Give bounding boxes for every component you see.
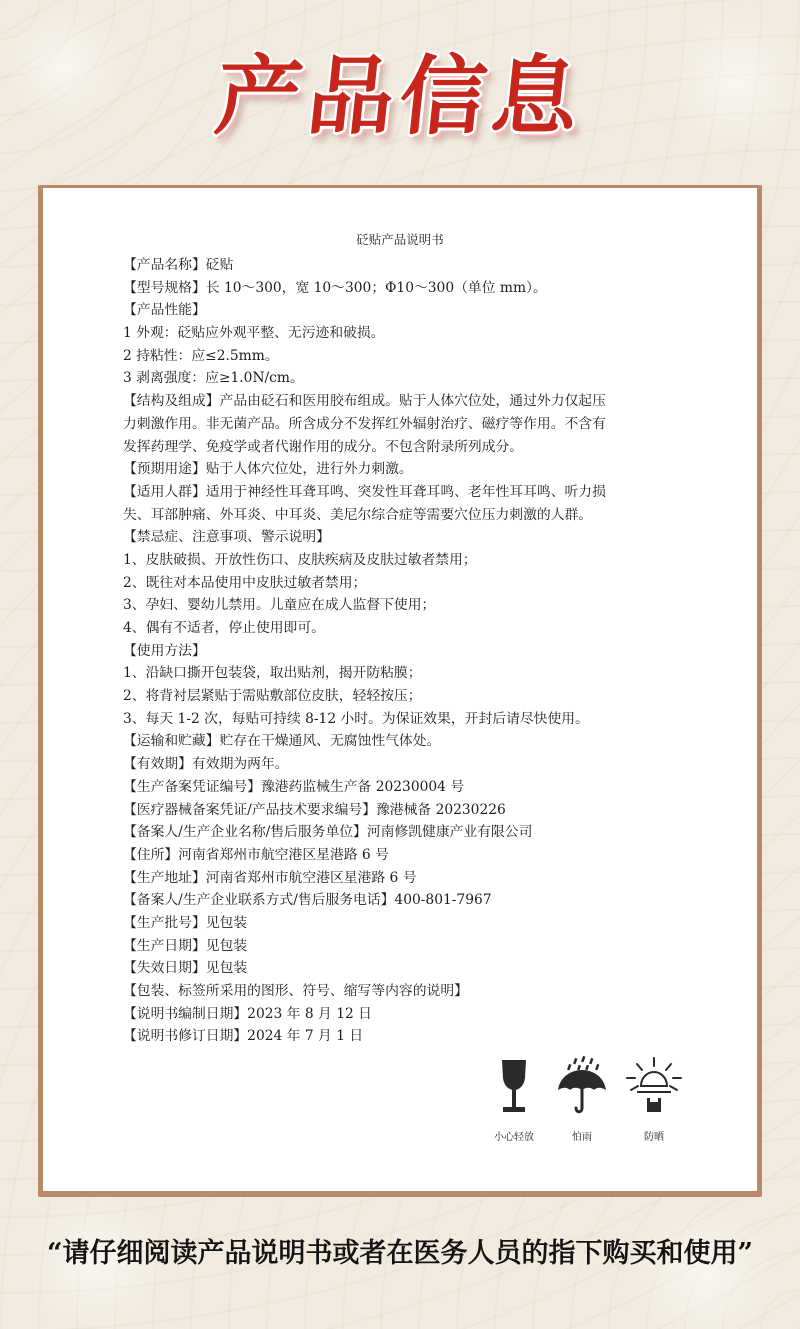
doc-line: 3 剥离强度：应≥1.0N/cm。	[123, 370, 304, 387]
package-symbols	[479, 1056, 689, 1166]
doc-line: 【型号规格】长 10～300，宽 10～300；Φ10～300（单位 mm）。	[123, 279, 547, 296]
symbol-label: 怕雨	[572, 1132, 592, 1143]
doc-line: 【生产地址】河南省郑州市航空港区星港路 6 号	[123, 869, 417, 886]
doc-line: 发挥药理学、免疫学或者代谢作用的成分。不包含附录所列成分。	[123, 438, 524, 455]
page-heading: 产品信息	[210, 47, 590, 147]
doc-line: 【生产备案凭证编号】豫港药监械生产备 20230004 号	[123, 778, 465, 795]
doc-line: 力刺激作用。非无菌产品。所含成分不发挥红外辐射治疗、磁疗等作用。不含有	[123, 415, 606, 432]
doc-line: 3、孕妇、婴幼儿禁用。儿童应在成人监督下使用；	[123, 597, 436, 614]
symbol-keep-dry	[547, 1056, 617, 1144]
document-body	[123, 254, 723, 1048]
doc-line: 【适用人群】适用于神经性耳聋耳鸣、突发性耳聋耳鸣、老年性耳耳鸣、听力损	[123, 483, 606, 500]
umbrella-rain-icon	[547, 1056, 617, 1118]
symbol-fragile	[479, 1056, 549, 1144]
doc-line: 1、皮肤破损、开放性伤口、皮肤疾病及皮肤过敏者禁用；	[123, 551, 477, 568]
doc-line: 1、沿缺口撕开包装袋，取出贴剂，揭开防粘膜；	[123, 665, 422, 682]
doc-line: 2 持粘性：应≤2.5mm。	[123, 347, 279, 364]
fragile-glass-icon	[479, 1056, 549, 1118]
doc-line: 【医疗器械备案凭证/产品技术要求编号】豫港械备 20230226	[123, 801, 506, 818]
doc-line: 3、每天 1-2 次，每贴可持续 8-12 小时。为保证效果，开封后请尽快使用。	[123, 710, 589, 727]
doc-line: 2、将背衬层紧贴于需贴敷部位皮肤，轻轻按压；	[123, 688, 422, 705]
doc-line: 2、既往对本品使用中皮肤过敏者禁用；	[123, 574, 367, 591]
doc-line: 【生产日期】见包装	[123, 937, 248, 954]
doc-line: 【说明书编制日期】2023 年 8 月 12 日	[123, 1005, 372, 1022]
doc-line: 【运输和贮藏】贮存在干燥通风、无腐蚀性气体处。	[123, 733, 441, 750]
doc-line: 【失效日期】见包装	[123, 960, 248, 977]
doc-line: 【预期用途】贴于人体穴位处，进行外力刺激。	[123, 461, 413, 478]
symbol-label: 小心轻放	[494, 1132, 534, 1143]
doc-line: 【使用方法】	[123, 642, 206, 659]
document-title: 砭贴产品说明书	[356, 232, 444, 247]
doc-line: 4、偶有不适者，停止使用即可。	[123, 620, 325, 636]
doc-line: 【备案人/生产企业联系方式/售后服务电话】400-801-7967	[123, 892, 492, 909]
symbol-label: 防晒	[644, 1132, 664, 1143]
doc-line: 【住所】河南省郑州市航空港区星港路 6 号	[123, 846, 389, 863]
doc-line: 【生产批号】见包装	[123, 914, 248, 931]
doc-line: 【禁忌症、注意事项、警示说明】	[123, 529, 330, 546]
document-card	[43, 188, 757, 1191]
doc-line: 【产品性能】	[123, 302, 206, 319]
footer-note: “请仔细阅读产品说明书或者在医务人员的指下购买和使用”	[46, 1238, 754, 1269]
symbol-sun-protect	[619, 1056, 689, 1144]
doc-line: 【备案人/生产企业名称/售后服务单位】河南修凯健康产业有限公司	[123, 824, 533, 841]
doc-line: 【包装、标签所采用的图形、符号、缩写等内容的说明】	[123, 983, 468, 999]
doc-line: 1 外观：砭贴应外观平整、无污迹和破损。	[123, 325, 385, 342]
doc-line: 【有效期】有效期为两年。	[123, 756, 289, 773]
doc-line: 【说明书修订日期】2024 年 7 月 1 日	[123, 1028, 364, 1045]
doc-line: 【产品名称】砭贴	[123, 257, 234, 273]
doc-line: 【结构及组成】产品由砭石和医用胶布组成。贴于人体穴位处，通过外力仅起压	[123, 393, 606, 410]
doc-line: 失、耳部肿痛、外耳炎、中耳炎、美尼尔综合症等需要穴位压力刺激的人群。	[123, 506, 593, 523]
sun-protect-icon	[619, 1056, 689, 1118]
